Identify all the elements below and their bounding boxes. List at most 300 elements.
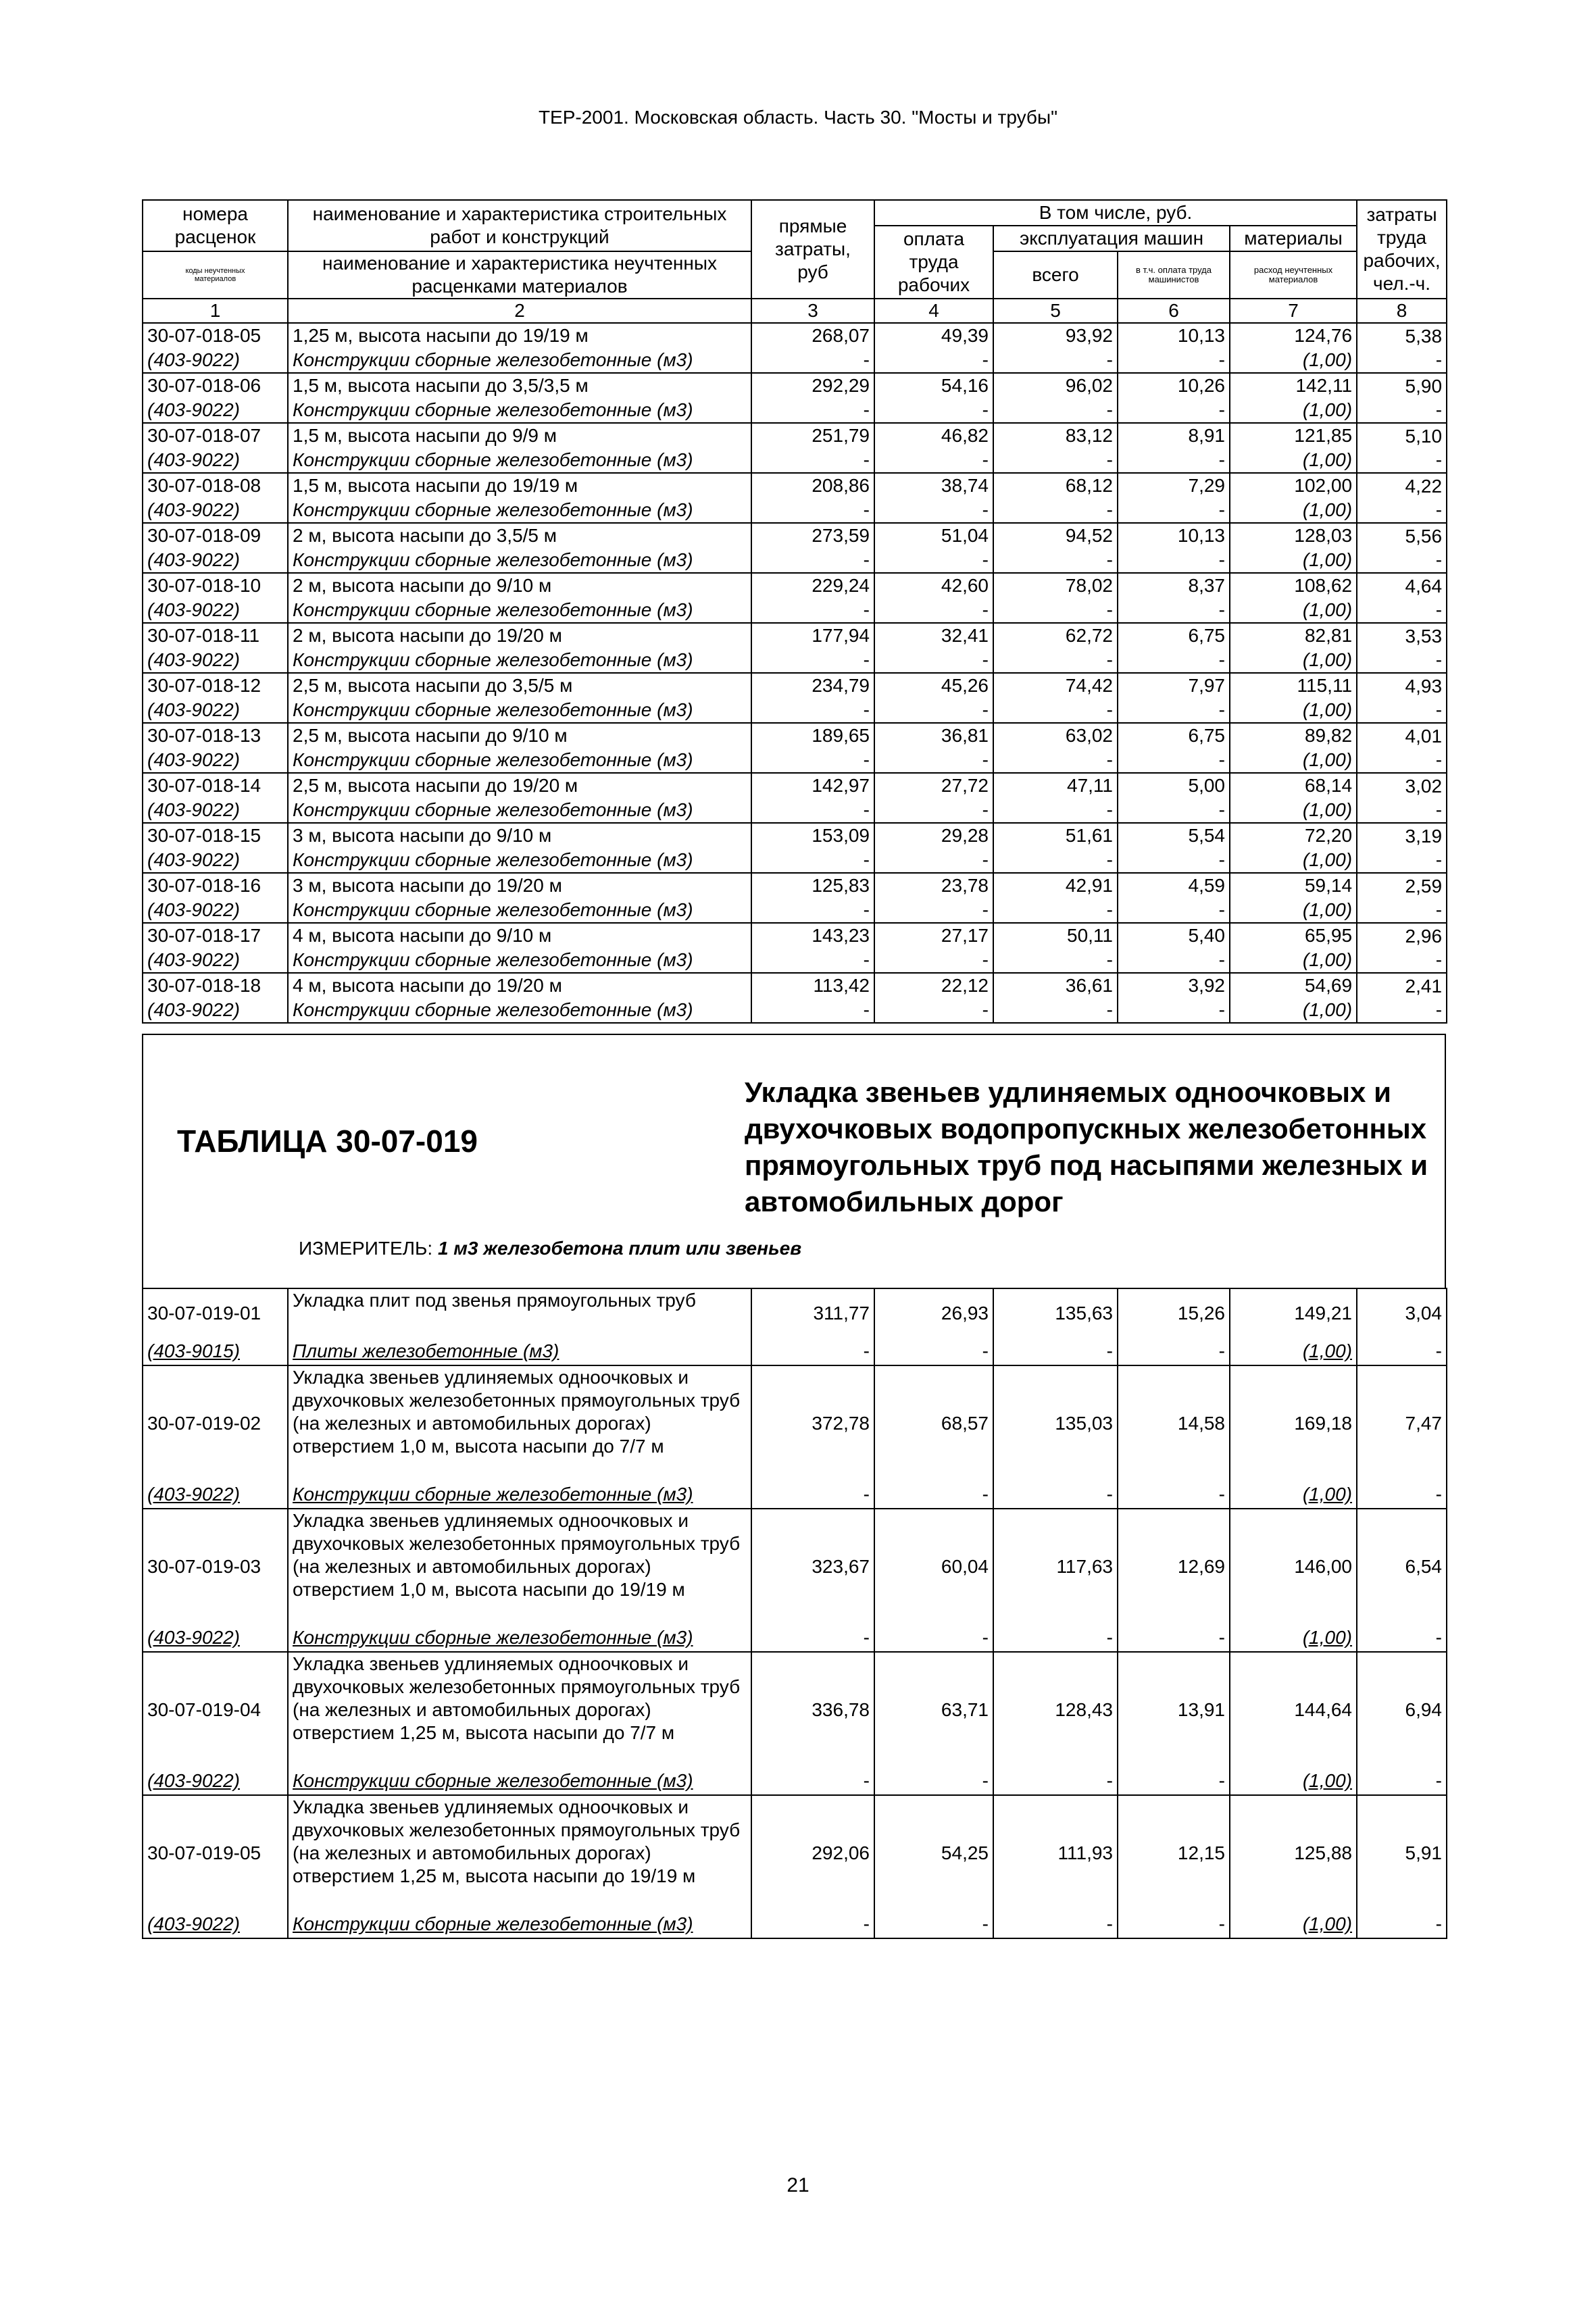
rate-value: 36,61 [993,973,1118,998]
material-description: Конструкции сборные железобетонные (м3) [288,948,751,973]
rate-value: 4,64 [1357,573,1447,598]
rate-value: 111,93 [993,1795,1118,1911]
material-description: Конструкции сборные железобетонные (м3) [288,348,751,373]
empty-value: - [751,898,874,923]
column-number: 2 [288,299,751,323]
material-code: (403-9022) [143,998,288,1023]
rate-value: 3,04 [1357,1288,1447,1338]
table-subrow [143,798,1447,823]
table-row [143,1288,1447,1338]
col-header-machines: эксплуатация машин [993,226,1230,251]
empty-value: - [1357,448,1447,473]
rate-value: 89,82 [1230,723,1357,748]
rate-code: 30-07-018-12 [143,673,288,698]
empty-value: - [1357,648,1447,673]
empty-value: - [874,348,993,373]
table-row [143,473,1447,498]
empty-value: - [751,1624,874,1652]
rate-value: 3,92 [1118,973,1230,998]
empty-value: - [874,1767,993,1795]
empty-value: - [1118,648,1230,673]
rate-value: 49,39 [874,323,993,348]
empty-value: - [751,348,874,373]
column-number: 5 [993,299,1118,323]
empty-value: - [993,1624,1118,1652]
col-header-materials: материалы [1230,226,1357,251]
rate-value: 22,12 [874,973,993,998]
empty-value: - [1357,1767,1447,1795]
rate-value: 68,14 [1230,773,1357,798]
rate-value: 5,38 [1357,323,1447,348]
rate-value: 7,47 [1357,1365,1447,1481]
rate-description: 2 м, высота насыпи до 9/10 м [288,573,751,598]
material-code: (403-9022) [143,448,288,473]
rate-description: 1,5 м, высота насыпи до 3,5/3,5 м [288,373,751,398]
material-code: (403-9022) [143,348,288,373]
rate-value: 229,24 [751,573,874,598]
material-quantity: (1,00) [1230,748,1357,773]
material-description: Конструкции сборные железобетонные (м3) [288,398,751,423]
table-row [143,723,1447,748]
material-description: Конструкции сборные железобетонные (м3) [288,698,751,723]
empty-value: - [874,398,993,423]
column-number: 6 [1118,299,1230,323]
rate-value: 142,11 [1230,373,1357,398]
material-quantity: (1,00) [1230,1911,1357,1938]
material-quantity: (1,00) [1230,498,1357,523]
rate-description: 1,5 м, высота насыпи до 9/9 м [288,423,751,448]
table-subrow [143,1338,1447,1365]
empty-value: - [1357,898,1447,923]
col-header-unaccounted: наименование и характеристика неучтенных расценками материалов [288,251,751,299]
material-code: (403-9022) [143,648,288,673]
empty-value: - [993,448,1118,473]
col-header-wages: оплата труда рабочих [874,226,993,299]
rate-code: 30-07-018-09 [143,523,288,548]
rate-value: 143,23 [751,923,874,948]
col-header-including: В том числе, руб. [874,200,1357,226]
table-row [143,1795,1447,1911]
rate-code: 30-07-018-08 [143,473,288,498]
empty-value: - [993,698,1118,723]
table-id: ТАБЛИЦА 30-07-019 [177,1124,478,1159]
rate-value: 142,97 [751,773,874,798]
empty-value: - [874,548,993,573]
rate-value: 96,02 [993,373,1118,398]
table-row [143,1365,1447,1481]
rate-value: 3,53 [1357,623,1447,648]
rate-value: 8,37 [1118,573,1230,598]
table-subrow [143,1767,1447,1795]
rate-value: 63,71 [874,1652,993,1767]
rate-code: 30-07-019-02 [143,1365,288,1481]
rate-value: 63,02 [993,723,1118,748]
material-quantity: (1,00) [1230,448,1357,473]
rate-description: Укладка плит под звенья прямоугольных труб [288,1288,751,1338]
empty-value: - [993,1767,1118,1795]
empty-value: - [751,548,874,573]
empty-value: - [1118,598,1230,623]
rate-value: 323,67 [751,1509,874,1624]
rate-value: 93,92 [993,323,1118,348]
rate-value: 94,52 [993,523,1118,548]
material-code: (403-9022) [143,698,288,723]
rate-value: 78,02 [993,573,1118,598]
rate-value: 42,91 [993,873,1118,898]
rate-code: 30-07-019-03 [143,1509,288,1624]
empty-value: - [993,598,1118,623]
material-code: (403-9022) [143,1481,288,1509]
material-code: (403-9022) [143,948,288,973]
material-quantity: (1,00) [1230,848,1357,873]
material-description: Конструкции сборные железобетонные (м3) [288,648,751,673]
rate-value: 3,19 [1357,823,1447,848]
material-quantity: (1,00) [1230,348,1357,373]
rate-value: 12,15 [1118,1795,1230,1911]
empty-value: - [1357,398,1447,423]
rate-value: 169,18 [1230,1365,1357,1481]
table-section-header [142,1034,1446,1288]
rate-value: 42,60 [874,573,993,598]
empty-value: - [1357,998,1447,1023]
rate-value: 153,09 [751,823,874,848]
rate-value: 54,25 [874,1795,993,1911]
material-quantity: (1,00) [1230,798,1357,823]
rate-code: 30-07-018-18 [143,973,288,998]
rate-value: 121,85 [1230,423,1357,448]
rate-value: 2,59 [1357,873,1447,898]
table-subrow [143,548,1447,573]
table-subrow [143,1481,1447,1509]
col-header-name: наименование и характеристика строительных работ и конструкций [288,200,751,251]
empty-value: - [874,848,993,873]
rate-value: 68,57 [874,1365,993,1481]
material-quantity: (1,00) [1230,1481,1357,1509]
page-number: 21 [787,2174,809,2196]
rate-description: 1,5 м, высота насыпи до 19/19 м [288,473,751,498]
rate-value: 2,96 [1357,923,1447,948]
empty-value: - [1357,1911,1447,1938]
column-number: 3 [751,299,874,323]
rate-value: 32,41 [874,623,993,648]
rate-value: 82,81 [1230,623,1357,648]
empty-value: - [751,748,874,773]
empty-value: - [874,698,993,723]
empty-value: - [874,1624,993,1652]
table-row [143,1509,1447,1624]
material-code: (403-9022) [143,498,288,523]
empty-value: - [1357,798,1447,823]
rate-value: 273,59 [751,523,874,548]
rate-value: 54,69 [1230,973,1357,998]
rate-value: 47,11 [993,773,1118,798]
rate-value: 115,11 [1230,673,1357,698]
table-subrow [143,848,1447,873]
empty-value: - [751,598,874,623]
col-header-codes: коды неучтенных материалов [143,251,288,299]
col-header-machinists-wages: в т.ч. оплата труда машинистов [1118,251,1230,299]
table-subrow [143,1624,1447,1652]
rate-value: 60,04 [874,1509,993,1624]
rate-code: 30-07-018-11 [143,623,288,648]
col-header-machines-total: всего [993,251,1118,299]
table-row [143,573,1447,598]
column-number: 8 [1357,299,1447,323]
rate-value: 108,62 [1230,573,1357,598]
table-row [143,773,1447,798]
material-code: (403-9022) [143,898,288,923]
measure-unit: ИЗМЕРИТЕЛЬ: 1 м3 железобетона плит или звеньев [299,1238,802,1259]
rate-value: 177,94 [751,623,874,648]
empty-value: - [751,398,874,423]
empty-value: - [874,748,993,773]
rate-value: 26,93 [874,1288,993,1338]
rate-value: 113,42 [751,973,874,998]
rate-description: Укладка звеньев удлиняемых одноочковых и двухочковых железобетонных прямоугольных труб (на железных и автомобильных дорогах) отверстием 1,25 м, высота насыпи до 19/19 м [288,1795,751,1911]
rate-value: 125,88 [1230,1795,1357,1911]
empty-value: - [874,948,993,973]
empty-value: - [874,898,993,923]
table-subrow [143,948,1447,973]
column-number: 1 [143,299,288,323]
material-description: Конструкции сборные железобетонные (м3) [288,748,751,773]
empty-value: - [993,998,1118,1023]
material-description: Конструкции сборные железобетонные (м3) [288,548,751,573]
rate-code: 30-07-018-07 [143,423,288,448]
rate-value: 51,04 [874,523,993,548]
rate-value: 4,01 [1357,723,1447,748]
material-description: Конструкции сборные железобетонные (м3) [288,1624,751,1652]
rate-value: 234,79 [751,673,874,698]
material-quantity: (1,00) [1230,548,1357,573]
rate-description: 1,25 м, высота насыпи до 19/19 м [288,323,751,348]
material-code: (403-9022) [143,848,288,873]
empty-value: - [1357,548,1447,573]
rate-value: 144,64 [1230,1652,1357,1767]
rate-value: 5,54 [1118,823,1230,848]
empty-value: - [993,348,1118,373]
rate-value: 135,03 [993,1365,1118,1481]
empty-value: - [1118,798,1230,823]
empty-value: - [1118,448,1230,473]
empty-value: - [1118,748,1230,773]
material-code: (403-9022) [143,548,288,573]
rate-code: 30-07-018-06 [143,373,288,398]
rate-description: 3 м, высота насыпи до 9/10 м [288,823,751,848]
empty-value: - [993,648,1118,673]
table-subrow [143,698,1447,723]
empty-value: - [1357,348,1447,373]
column-number: 7 [1230,299,1357,323]
empty-value: - [993,1911,1118,1938]
rate-value: 14,58 [1118,1365,1230,1481]
table-row [143,373,1447,398]
rate-value: 149,21 [1230,1288,1357,1338]
rate-value: 6,94 [1357,1652,1447,1767]
empty-value: - [751,698,874,723]
rate-code: 30-07-018-14 [143,773,288,798]
material-code: (403-9022) [143,748,288,773]
rate-description: 3 м, высота насыпи до 19/20 м [288,873,751,898]
empty-value: - [874,448,993,473]
rate-value: 8,91 [1118,423,1230,448]
rate-value: 27,17 [874,923,993,948]
empty-value: - [1357,698,1447,723]
table-row [143,623,1447,648]
table-row [143,523,1447,548]
material-description: Конструкции сборные железобетонные (м3) [288,898,751,923]
empty-value: - [751,1911,874,1938]
material-code: (403-9015) [143,1338,288,1365]
material-quantity: (1,00) [1230,648,1357,673]
empty-value: - [993,798,1118,823]
empty-value: - [993,1338,1118,1365]
material-quantity: (1,00) [1230,948,1357,973]
empty-value: - [993,498,1118,523]
table-subrow [143,648,1447,673]
rate-value: 3,02 [1357,773,1447,798]
page-header: ТЕР-2001. Московская область. Часть 30. "Мосты и трубы" [538,107,1058,128]
rate-value: 372,78 [751,1365,874,1481]
empty-value: - [1357,748,1447,773]
empty-value: - [874,648,993,673]
rate-value: 117,63 [993,1509,1118,1624]
material-description: Плиты железобетонные (м3) [288,1338,751,1365]
table-row [143,323,1447,348]
material-quantity: (1,00) [1230,1624,1357,1652]
empty-value: - [1357,1624,1447,1652]
empty-value: - [751,448,874,473]
rate-value: 10,26 [1118,373,1230,398]
empty-value: - [1118,1624,1230,1652]
empty-value: - [993,398,1118,423]
material-quantity: (1,00) [1230,1338,1357,1365]
rate-code: 30-07-018-10 [143,573,288,598]
material-quantity: (1,00) [1230,1767,1357,1795]
empty-value: - [1118,1481,1230,1509]
material-description: Конструкции сборные железобетонные (м3) [288,1911,751,1938]
rate-value: 5,56 [1357,523,1447,548]
empty-value: - [1357,1338,1447,1365]
empty-value: - [1118,998,1230,1023]
rate-value: 6,75 [1118,723,1230,748]
rate-description: 2 м, высота насыпи до 3,5/5 м [288,523,751,548]
material-quantity: (1,00) [1230,998,1357,1023]
empty-value: - [1118,698,1230,723]
rate-value: 5,90 [1357,373,1447,398]
table-row [143,823,1447,848]
empty-value: - [874,998,993,1023]
rate-description: 2,5 м, высота насыпи до 9/10 м [288,723,751,748]
rate-value: 311,77 [751,1288,874,1338]
rate-code: 30-07-018-13 [143,723,288,748]
empty-value: - [1118,948,1230,973]
table-row [143,1652,1447,1767]
col-header-material-usage: расход неучтенных материалов [1230,251,1357,299]
rate-description: 2,5 м, высота насыпи до 19/20 м [288,773,751,798]
rate-code: 30-07-018-15 [143,823,288,848]
rate-value: 102,00 [1230,473,1357,498]
rate-value: 5,00 [1118,773,1230,798]
empty-value: - [1118,398,1230,423]
empty-value: - [1118,1338,1230,1365]
empty-value: - [751,998,874,1023]
table-row [143,673,1447,698]
empty-value: - [993,898,1118,923]
rate-value: 23,78 [874,873,993,898]
empty-value: - [1118,848,1230,873]
material-code: (403-9022) [143,1624,288,1652]
empty-value: - [993,848,1118,873]
material-description: Конструкции сборные железобетонные (м3) [288,998,751,1023]
rate-value: 2,41 [1357,973,1447,998]
empty-value: - [874,1911,993,1938]
table-subrow [143,898,1447,923]
material-quantity: (1,00) [1230,898,1357,923]
rate-description: 4 м, высота насыпи до 9/10 м [288,923,751,948]
material-code: (403-9022) [143,398,288,423]
column-numbers-row [143,299,1447,323]
empty-value: - [1118,548,1230,573]
table-subrow [143,748,1447,773]
material-description: Конструкции сборные железобетонные (м3) [288,448,751,473]
table-subrow [143,498,1447,523]
material-description: Конструкции сборные железобетонные (м3) [288,848,751,873]
empty-value: - [874,598,993,623]
material-code: (403-9022) [143,1911,288,1938]
rate-value: 74,42 [993,673,1118,698]
empty-value: - [751,798,874,823]
rate-value: 4,93 [1357,673,1447,698]
rate-code: 30-07-018-16 [143,873,288,898]
empty-value: - [874,1338,993,1365]
rate-value: 50,11 [993,923,1118,948]
table-30-07-019 [142,1288,1447,1939]
material-quantity: (1,00) [1230,398,1357,423]
rate-value: 128,03 [1230,523,1357,548]
rate-value: 38,74 [874,473,993,498]
rate-value: 125,83 [751,873,874,898]
table-subrow [143,598,1447,623]
rate-value: 5,40 [1118,923,1230,948]
rate-value: 15,26 [1118,1288,1230,1338]
rate-value: 124,76 [1230,323,1357,348]
empty-value: - [751,648,874,673]
rate-value: 4,59 [1118,873,1230,898]
rate-value: 62,72 [993,623,1118,648]
rate-code: 30-07-019-04 [143,1652,288,1767]
rate-value: 29,28 [874,823,993,848]
empty-value: - [1357,1481,1447,1509]
rate-description: Укладка звеньев удлиняемых одноочковых и двухочковых железобетонных прямоугольных труб (на железных и автомобильных дорогах) отверстием 1,25 м, высота насыпи до 7/7 м [288,1652,751,1767]
rate-value: 12,69 [1118,1509,1230,1624]
empty-value: - [1118,348,1230,373]
rate-value: 189,65 [751,723,874,748]
rate-value: 146,00 [1230,1509,1357,1624]
empty-value: - [1118,898,1230,923]
empty-value: - [1357,848,1447,873]
empty-value: - [874,1481,993,1509]
rate-value: 7,97 [1118,673,1230,698]
rate-value: 292,29 [751,373,874,398]
rate-value: 7,29 [1118,473,1230,498]
empty-value: - [1357,498,1447,523]
col-header-labor: затраты труда рабочих, чел.-ч. [1357,200,1447,299]
rate-value: 46,82 [874,423,993,448]
rates-table [142,199,1447,1024]
table-subrow [143,448,1447,473]
rate-description: Укладка звеньев удлиняемых одноочковых и двухочковых железобетонных прямоугольных труб (на железных и автомобильных дорогах) отверстием 1,0 м, высота насыпи до 7/7 м [288,1365,751,1481]
